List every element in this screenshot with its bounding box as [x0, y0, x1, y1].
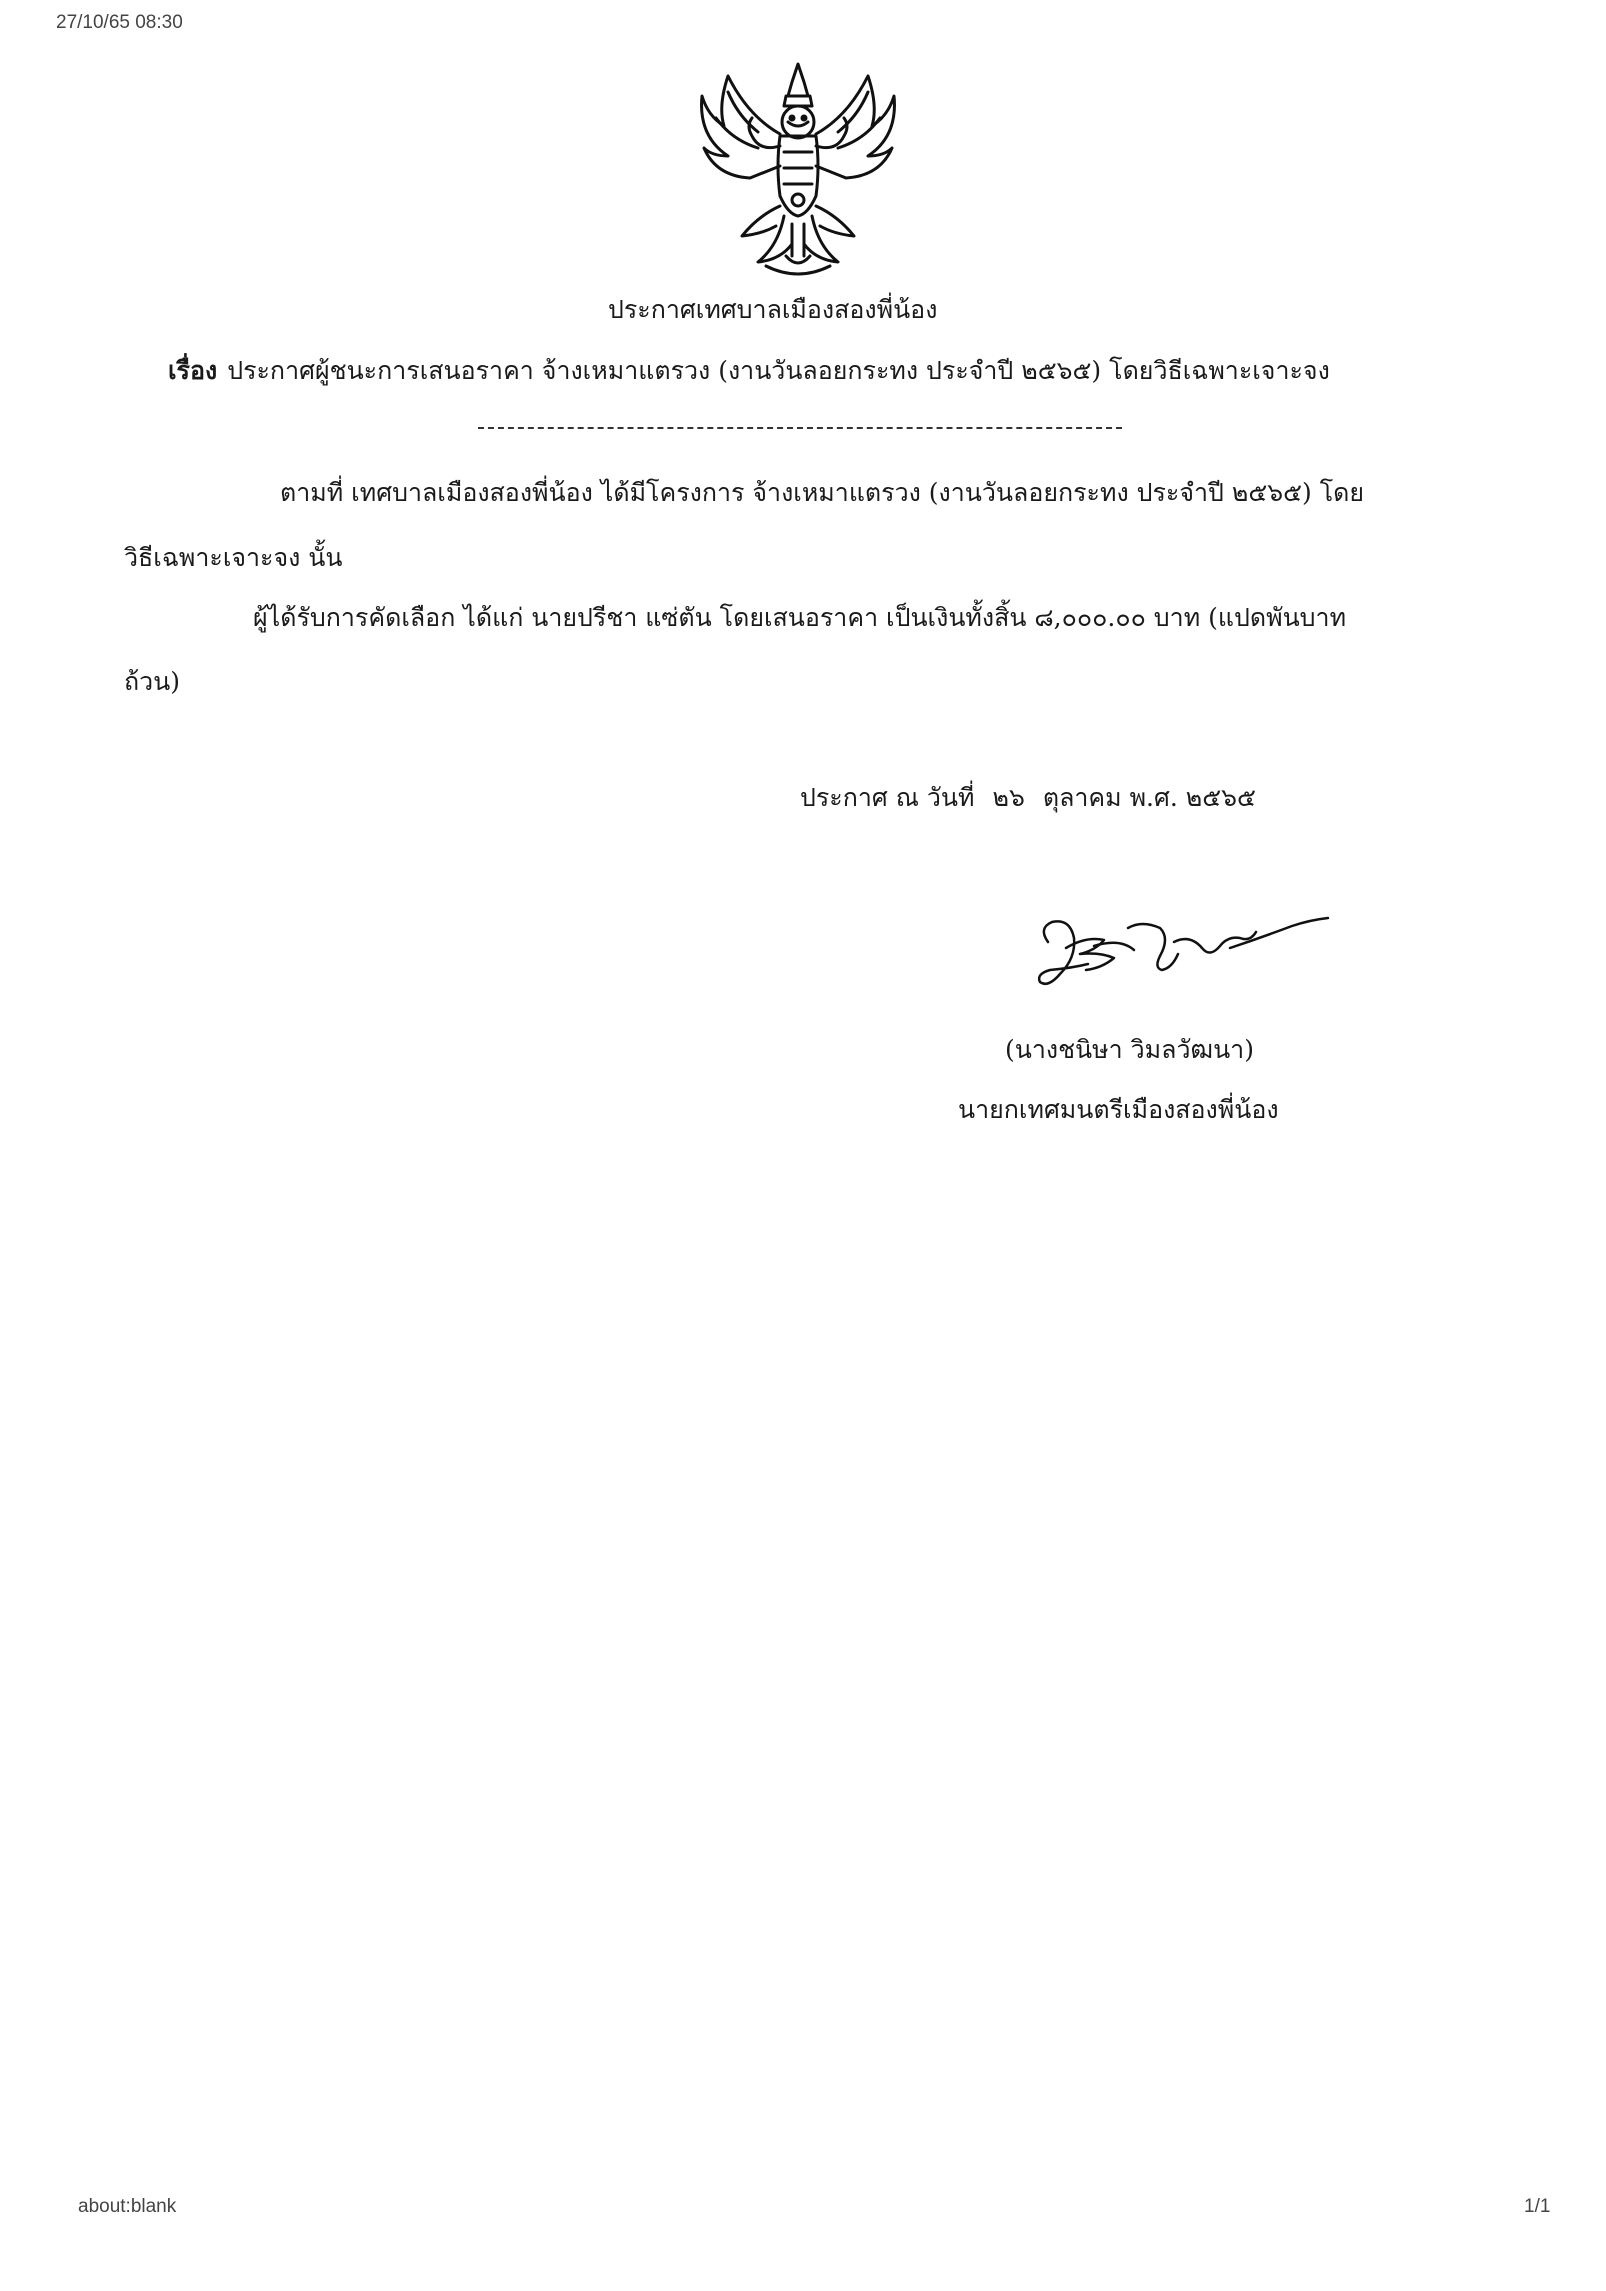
announcement-date [800, 783, 1256, 813]
subject-label: เรื่อง [168, 356, 218, 385]
signature-icon [1030, 898, 1330, 1002]
signer-name: (นางชนิษา วิมลวัฒนา) [1005, 1035, 1254, 1064]
paragraph-2-line-1: ผู้ได้รับการคัดเลือก ได้แก่ นายปรีชา แซ่ตัน โดยเสนอราคา เป็นเงินทั้งสิ้น ๘,๐๐๐.๐๐ บาท (แปดพันบาท [253, 603, 1347, 632]
subject-text: ประกาศผู้ชนะการเสนอราคา จ้างเหมาแตรวง (งานวันลอยกระทง ประจำปี ๒๕๖๕) โดยวิธีเฉพาะเจาะจง [227, 356, 1330, 385]
signer-position: นายกเทศมนตรีเมืองสองพี่น้อง [958, 1095, 1279, 1124]
announcement-month-year: ตุลาคม พ.ศ. ๒๕๖๕ [1042, 783, 1256, 812]
print-header-datetime: 27/10/65 08:30 [56, 12, 183, 33]
paragraph-2-line-2: ถ้วน) [124, 667, 181, 696]
dashed-divider [478, 427, 1122, 429]
paragraph-1-line-1: ตามที่ เทศบาลเมืองสองพี่น้อง ได้มีโครงการ จ้างเหมาแตรวง (งานวันลอยกระทง ประจำปี ๒๕๖๕) โดย [280, 478, 1365, 507]
announcement-prefix: ประกาศ ณ วันที่ [800, 783, 975, 812]
subject-line [168, 356, 1330, 386]
issuer-title: ประกาศเทศบาลเมืองสองพี่น้อง [608, 295, 938, 324]
print-footer-url: about:blank [78, 2196, 177, 2217]
paragraph-1-line-2: วิธีเฉพาะเจาะจง นั้น [124, 543, 343, 572]
garuda-emblem-icon [688, 56, 908, 286]
announcement-day: ๒๖ [992, 783, 1025, 812]
print-footer-page-number: 1/1 [1524, 2196, 1551, 2217]
